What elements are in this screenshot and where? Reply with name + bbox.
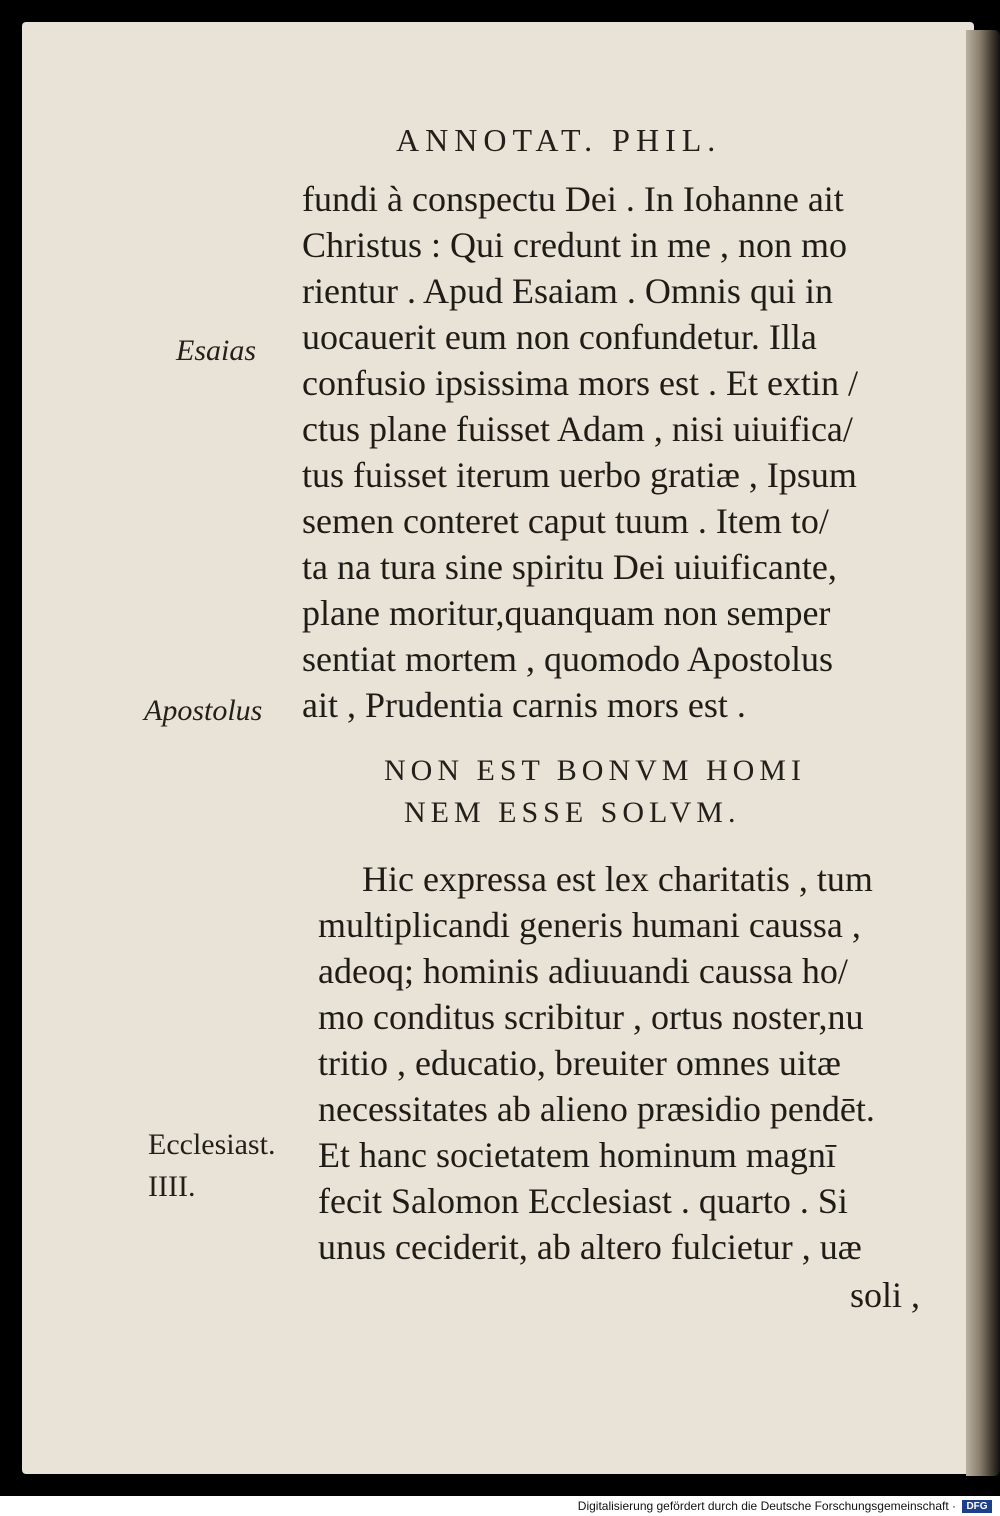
- text-line: plane moritur,quanquam non semper: [302, 593, 831, 633]
- text-line: adeoq; hominis adiuuandi caussa ho/: [318, 951, 848, 991]
- section-heading: [384, 750, 806, 834]
- text-line: Hic expressa est lex charitatis , tum: [362, 859, 873, 899]
- dfg-logo: DFG: [962, 1500, 992, 1513]
- running-head: ANNOTAT. PHIL.: [396, 122, 722, 158]
- text-line: Christus : Qui credunt in me , non mo: [302, 225, 847, 265]
- text-line: ta na tura sine spiritu Dei uiuificante,: [302, 547, 837, 587]
- text-line: unus ceciderit, ab altero fulcietur , uæ: [318, 1227, 862, 1267]
- text-line: ctus plane fuisset Adam , nisi uiuifica/: [302, 409, 853, 449]
- text-line: sentiat mortem , quomodo Apostolus: [302, 639, 833, 679]
- margin-note-ecclesiast: Ecclesiast.: [148, 1128, 276, 1161]
- text-line: uocauerit eum non confundetur. Illa: [302, 317, 817, 357]
- text-line: rientur . Apud Esaiam . Omnis qui in: [302, 271, 833, 311]
- text-line: fundi à conspectu Dei . In Iohanne ait: [302, 179, 844, 219]
- margin-note-esaias: Esaias: [176, 334, 257, 367]
- paragraph-1: [302, 176, 858, 728]
- text-line: Et hanc societatem hominum magnī: [318, 1135, 836, 1175]
- text-line: semen conteret caput tuum . Item to/: [302, 501, 829, 541]
- catchword: soli ,: [850, 1275, 921, 1315]
- funding-credit: Digitalisierung gefördert durch die Deutsche Forschungsgemeinschaft ·: [577, 1499, 956, 1513]
- text-line: mo conditus scribitur , ortus noster,nu: [318, 997, 864, 1037]
- text-line: ait , Prudentia carnis mors est .: [302, 685, 746, 725]
- text-line: multiplicandi generis humani caussa ,: [318, 905, 861, 945]
- margin-note-chapter: IIII.: [148, 1170, 196, 1203]
- paragraph-2: [318, 856, 875, 1270]
- page-edge: [966, 30, 1000, 1476]
- text-line: fecit Salomon Ecclesiast . quarto . Si: [318, 1181, 848, 1221]
- text-line: necessitates ab alieno præsidio pendēt.: [318, 1089, 875, 1129]
- heading-line: NEM ESSE SOLVM.: [404, 796, 741, 829]
- text-line: tus fuisset iterum uerbo gratiæ , Ipsum: [302, 455, 857, 495]
- text-line: tritio , educatio, breuiter omnes uitæ: [318, 1043, 841, 1083]
- margin-note-apostolus: Apostolus: [144, 694, 263, 727]
- text-line: confusio ipsissima mors est . Et extin /: [302, 363, 858, 403]
- heading-line: NON EST BONVM HOMI: [384, 754, 806, 787]
